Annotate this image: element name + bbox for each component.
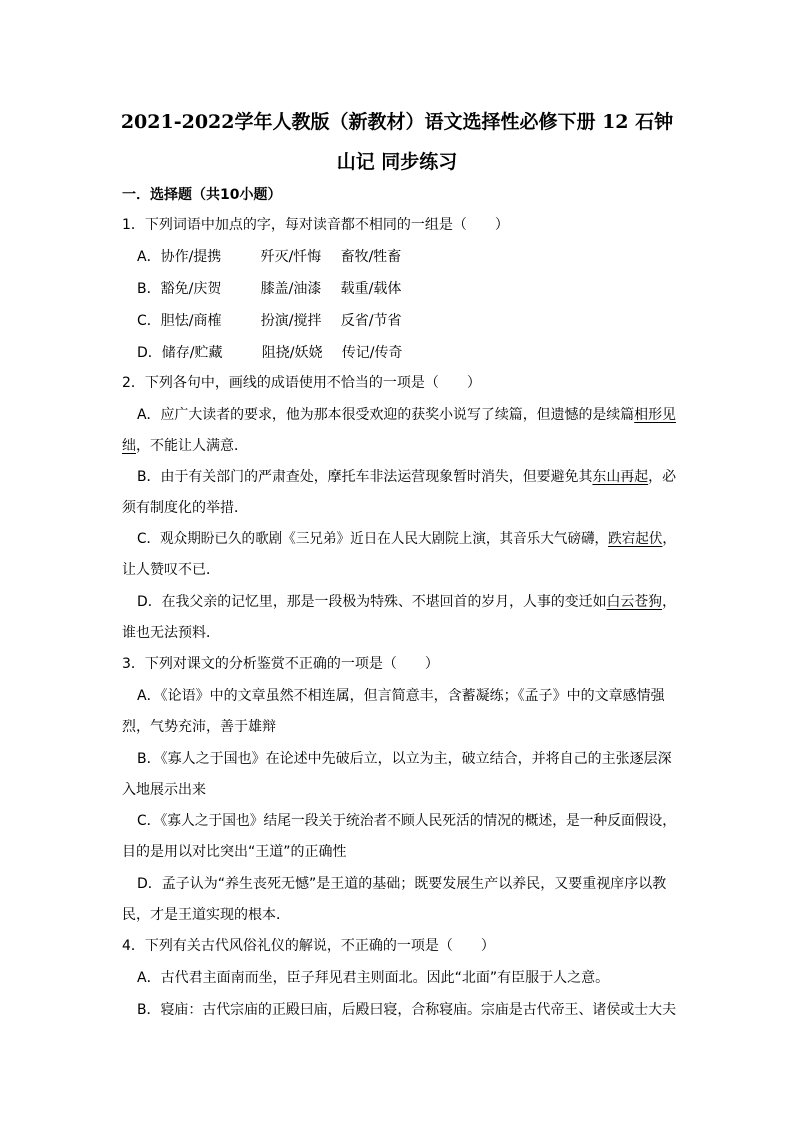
q2-d-underlined: 白云苍狗: [606, 594, 663, 610]
q3-option-a-line1: A．《论语》中的文章虽然不相连属，但言简意丰，含蓄凝练；《孟子》中的文章感情强: [137, 688, 665, 704]
q2-c-underlined: 跌宕起伏: [608, 531, 663, 547]
q2-option-c-line1: [137, 529, 676, 549]
q2-option-a-line1: [137, 405, 676, 425]
q2-a-text2: ，不能让人满意．: [136, 438, 248, 454]
q2-option-d-line2: 谁也无法预料．: [122, 625, 220, 641]
q3-option-a-line2: 烈，气势充沛，善于雄辩: [122, 719, 276, 735]
section-heading: 一．选择题（共10小题）: [122, 187, 282, 203]
q1-d-item3: 传记/传奇: [341, 345, 403, 361]
q1-c-item3: 反省/节省: [340, 313, 402, 329]
q2-option-b-line1: [137, 467, 676, 487]
q3-option-d-line1: D．孟子认为“养生丧死无憾”是王道的基础；既要发展生产以养民，又要重视庠序以教: [137, 876, 667, 892]
q3-option-d-line2: 民，才是王道实现的根本．: [122, 907, 290, 923]
q1-option-c: [137, 311, 402, 331]
q1-b-item3: 载重/载体: [340, 281, 402, 297]
q2-option-a-line2: [122, 436, 248, 456]
q2-b-underlined: 东山再起: [592, 469, 649, 485]
q3-option-c-line2: 目的是用以对比突出“王道”的正确性: [122, 844, 347, 860]
q2-b-text1: B．由于有关部门的严肃查处，摩托车非法运营现象暂时消失，但要避免其: [137, 469, 593, 485]
q2-option-c-line2: 让人赞叹不已．: [122, 562, 220, 578]
q3-option-b-line2: 入地展示出来: [122, 782, 206, 798]
q1-c-item2: 扮演/搅拌: [260, 313, 322, 329]
q1-a-item1: 协作/提携: [160, 249, 222, 265]
q2-option-b-line2: 须有制度化的举措．: [122, 500, 248, 516]
q2-option-d-line1: [137, 592, 676, 612]
q1-d-item2: 阻挠/妖娆: [261, 345, 323, 361]
q1-a-label: A．: [137, 249, 161, 265]
q1-c-item1: 胆怯/商榷: [160, 313, 222, 329]
q2-stem: 2．下列各句中，画线的成语使用不恰当的一项是（ ）: [122, 375, 481, 391]
q1-option-d: [137, 343, 403, 363]
q3-option-b-line1: B．《寡人之于国也》在论述中先破后立，以立为主，破立结合，并将自己的主张逐层深: [137, 751, 672, 767]
q4-option-a-line1: A．古代君主面南而坐，臣子拜见君主则面北。因此“北面”有臣服于人之意。: [137, 970, 610, 986]
q1-d-label: D．: [137, 345, 162, 361]
q1-c-label: C．: [137, 313, 161, 329]
q1-stem: 1．下列词语中加点的字，每对读音都不相同的一组是（ ）: [122, 217, 509, 233]
page-title-line2: 山记 同步练习: [336, 151, 458, 173]
q2-a-underlined2: 绌: [122, 438, 136, 454]
q2-c-text1-end: ，: [662, 531, 676, 547]
q2-c-text1: C．观众期盼已久的歌剧《三兄弟》近日在人民大剧院上演，其音乐大气磅礴，: [137, 531, 609, 547]
q2-a-text1: A．应广大读者的要求，他为那本很受欢迎的获奖小说写了续篇，但遗憾的是续篇: [137, 407, 635, 423]
q1-a-item2: 歼灭/忏悔: [260, 249, 322, 265]
page-title-line1: 2021-2022学年人教版（新教材）语文选择性必修下册 12 石钟: [120, 111, 674, 133]
q1-d-item1: 储存/贮藏: [161, 345, 223, 361]
q4-option-b-line1: B．寝庙：古代宗庙的正殿曰庙，后殿曰寝，合称寝庙。宗庙是古代帝王、诸侯或士大夫: [137, 1002, 677, 1018]
q2-a-underlined1: 相形见: [634, 407, 676, 423]
q1-b-item2: 膝盖/油漆: [260, 281, 322, 297]
q2-d-text1-end: ，: [662, 594, 676, 610]
q3-stem: 3．下列对课文的分析鉴赏不正确的一项是（ ）: [122, 656, 439, 672]
q1-option-a: [137, 247, 401, 267]
q2-d-text1: D．在我父亲的记忆里，那是一段极为特殊、不堪回首的岁月，人事的变迁如: [137, 594, 607, 610]
q1-b-label: B．: [137, 281, 161, 297]
q1-option-b: [137, 279, 401, 299]
q4-stem: 4．下列有关古代风俗礼仪的解说，不正确的一项是（ ）: [122, 938, 495, 954]
q1-a-item3: 畜牧/牲畜: [340, 249, 402, 265]
q3-option-c-line1: C．《寡人之于国也》结尾一段关于统治者不顾人民死活的情况的概述，是一种反面假设，: [137, 813, 677, 829]
q2-b-text1-end: ，必: [648, 469, 677, 485]
q1-b-item1: 豁免/庆贺: [160, 281, 222, 297]
